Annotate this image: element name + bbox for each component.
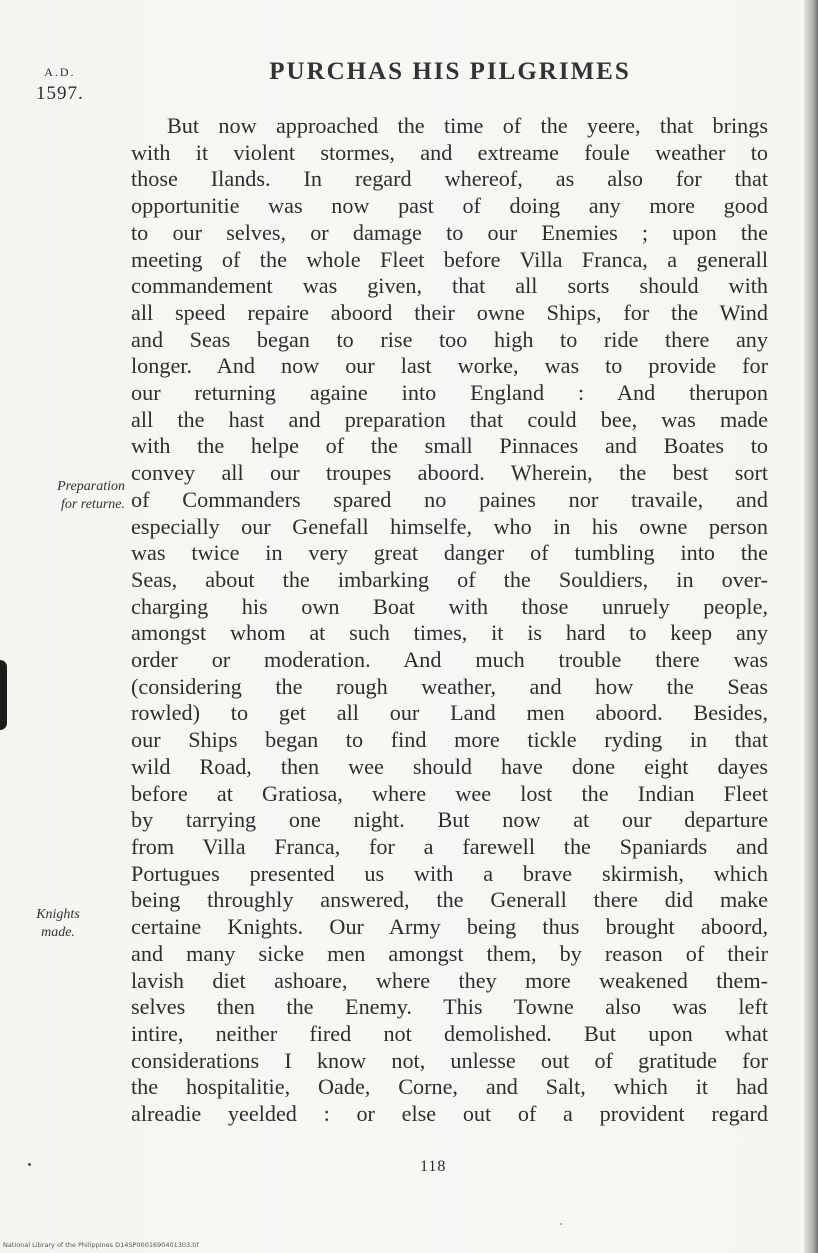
text-line: the hospitalitie, Oade, Corne, and Salt, which it had <box>131 1074 768 1100</box>
body-text <box>131 113 768 1128</box>
text-line: commandement was given, that all sorts should with <box>131 273 768 299</box>
margin-note-line: Preparation <box>57 479 125 494</box>
text-line: But now approached the time of the yeere, that brings <box>167 113 768 138</box>
page-number: 118 <box>420 1158 447 1175</box>
margin-note-preparation <box>7 478 125 514</box>
text-line: meeting of the whole Fleet before Villa Franca, a generall <box>131 246 768 272</box>
ink-speck <box>28 1163 31 1166</box>
year-sidenote <box>36 62 84 104</box>
text-line: convey all our troupes aboord. Wherein, the best sort <box>131 460 768 486</box>
text-line: and Seas began to rise too high to ride there any <box>131 326 768 352</box>
text-line: wild Road, then wee should have done eight dayes <box>131 753 768 779</box>
text-line: our Ships began to find more tickle ryding in that <box>131 727 768 753</box>
text-line: alreadie yeelded : or else out of a provident regard <box>131 1101 768 1127</box>
year: 1597. <box>36 83 84 104</box>
text-line: those Ilands. In regard whereof, as also for that <box>131 166 768 192</box>
page-binding-edge <box>804 0 818 1253</box>
text-line: our returning againe into England : And therupon <box>131 380 768 406</box>
text-line: from Villa Franca, for a farewell the Spaniards and <box>131 833 768 859</box>
text-line: with the helpe of the small Pinnaces and Boates to <box>131 433 768 459</box>
text-line: order or moderation. And much trouble there was <box>131 647 768 673</box>
text-line: was twice in very great danger of tumbling into the <box>131 540 768 566</box>
text-line: especially our Genefall himselfe, who in his owne person <box>131 513 768 539</box>
scan-credit: National Library of the Philippines D14SP0001690401303.tif <box>3 1241 199 1249</box>
margin-note-line: for returne. <box>60 497 125 512</box>
text-line: all the hast and preparation that could bee, was made <box>131 406 768 432</box>
text-line: (considering the rough weather, and how the Seas <box>131 673 768 699</box>
text-line: and many sicke men amongst them, by reason of their <box>131 940 768 966</box>
text-line: Portugues presented us with a brave skirmish, which <box>131 860 768 886</box>
text-line: to our selves, or damage to our Enemies ; upon the <box>131 219 768 245</box>
text-line: all speed repaire aboord their owne Ships, for the Wind <box>131 299 768 325</box>
text-line: opportunitie was now past of doing any more good <box>131 193 768 219</box>
text-line: before at Gratiosa, where wee lost the Indian Fleet <box>131 780 768 806</box>
date-label: A.D. <box>44 65 76 79</box>
text-line: selves then the Enemy. This Towne also was left <box>131 994 768 1020</box>
text-line: certaine Knights. Our Army being thus brought aboord, <box>131 914 768 940</box>
scan-edge-mark <box>0 660 7 730</box>
running-title: PURCHAS HIS PILGRIMES <box>269 58 631 85</box>
text-line: amongst whom at such times, it is hard to keep any <box>131 620 768 646</box>
text-line: lavish diet ashoare, where they more weakened them- <box>131 967 768 993</box>
text-line: with it violent stormes, and extreame foule weather to <box>131 139 768 165</box>
text-line: rowled) to get all our Land men aboord. Besides, <box>131 700 768 726</box>
margin-note-line: made. <box>41 925 75 940</box>
margin-note-line: Knights <box>36 907 80 922</box>
text-line: intire, neither fired not demolished. But upon what <box>131 1020 768 1046</box>
text-line: considerations I know not, unlesse out of gratitude for <box>131 1047 768 1073</box>
margin-note-knights <box>18 906 98 942</box>
text-line: being throughly answered, the Generall there did make <box>131 887 768 913</box>
ink-speck <box>560 1223 562 1225</box>
text-line: longer. And now our last worke, was to provide for <box>131 353 768 379</box>
text-line: of Commanders spared no paines nor travaile, and <box>131 486 768 512</box>
text-line: charging his own Boat with those unruely people, <box>131 593 768 619</box>
text-line: by tarrying one night. But now at our departure <box>131 807 768 833</box>
text-line: Seas, about the imbarking of the Souldiers, in over- <box>131 566 768 592</box>
